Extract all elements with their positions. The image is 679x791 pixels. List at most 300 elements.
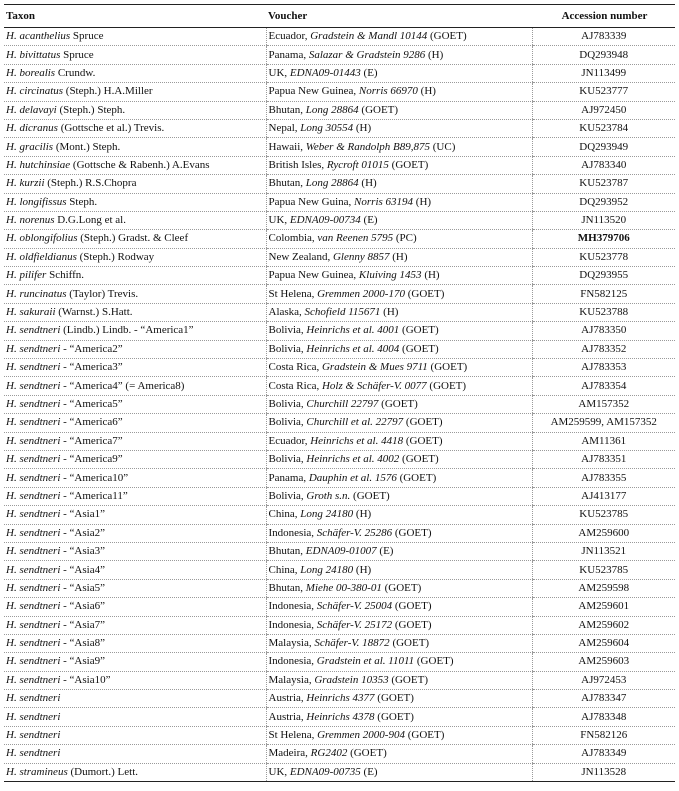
voucher-collector: EDNA09-01007: [305, 545, 377, 558]
taxon-authority: - “America4” (= America8): [60, 379, 185, 392]
table-row: [4, 303, 675, 321]
voucher-cell: [266, 432, 532, 450]
taxon-name: H. sendtneri: [6, 692, 61, 705]
accession-cell: AJ783349: [532, 745, 675, 763]
taxon-authority: - “America10”: [60, 471, 129, 484]
table-row: [4, 322, 675, 340]
voucher-cell: [266, 138, 532, 156]
voucher-collector: Norris 66970: [358, 85, 418, 98]
accession-cell: DQ293948: [532, 46, 675, 64]
voucher-collector: Heinrichs et al. 4001: [306, 324, 400, 337]
voucher-herbarium: (GOET): [347, 747, 387, 760]
voucher-herbarium: (GOET): [404, 287, 445, 300]
voucher-collector: Schofield 115671: [304, 306, 381, 319]
voucher-collector: EDNA09-00735: [289, 765, 361, 778]
accession-cell: AJ972453: [532, 671, 675, 689]
voucher-cell: [266, 248, 532, 266]
voucher-collector: Churchill et al. 22797: [306, 416, 404, 429]
voucher-collector: Miehe 00-380-01: [305, 581, 382, 594]
accession-cell: AJ783355: [532, 469, 675, 487]
voucher-herbarium: (E): [376, 545, 394, 558]
voucher-locality: Bhutan,: [268, 581, 306, 594]
taxon-cell: [4, 395, 266, 413]
voucher-collector: Long 30554: [300, 122, 354, 135]
taxon-authority: - “Asia9”: [60, 655, 105, 668]
voucher-collector: Long 24180: [300, 508, 354, 521]
taxon-name: H. sendtneri: [6, 398, 61, 410]
taxon-cell: [4, 579, 266, 597]
taxon-authority: - “Asia4”: [60, 563, 105, 576]
voucher-cell: [266, 119, 532, 137]
voucher-locality: Bhutan,: [268, 545, 306, 558]
table-row: [4, 138, 675, 156]
taxon-cell: [4, 230, 266, 248]
voucher-cell: [266, 156, 532, 174]
voucher-herbarium: (H): [353, 122, 372, 135]
voucher-herbarium: (H): [389, 250, 408, 263]
taxon-name: H. sendtneri: [6, 747, 61, 760]
header-accession: Accession number: [532, 5, 675, 28]
voucher-locality: Indonesia,: [268, 600, 317, 613]
taxon-cell: [4, 598, 266, 616]
taxon-cell: [4, 726, 266, 744]
voucher-herbarium: (GOET): [403, 434, 443, 447]
voucher-herbarium: (H): [353, 563, 372, 576]
voucher-collector: Heinrichs 4377: [306, 692, 375, 705]
taxon-authority: - “Asia10”: [60, 673, 111, 686]
taxon-name: H. sendtneri: [6, 434, 61, 447]
table-header: [4, 5, 675, 28]
voucher-collector: Heinrichs et al. 4418: [310, 434, 404, 447]
accession-cell: AM259599, AM157352: [532, 414, 675, 432]
taxon-name: H. stramineus: [6, 765, 68, 778]
taxon-name: H. sendtneri: [6, 637, 61, 650]
table-row: [4, 340, 675, 358]
table-row: [4, 708, 675, 726]
taxon-name: H. sendtneri: [6, 729, 61, 742]
taxon-authority: Spruce: [60, 48, 94, 61]
voucher-herbarium: (GOET): [399, 324, 439, 337]
header-row: [4, 5, 675, 28]
voucher-cell: [266, 598, 532, 616]
taxon-authority: - “Asia6”: [60, 600, 105, 613]
table-row: [4, 432, 675, 450]
taxon-name: H. sendtneri: [6, 489, 61, 502]
table-row: [4, 616, 675, 634]
voucher-collector: Schäfer-V. 25286: [316, 526, 393, 539]
accession-cell: FN582126: [532, 726, 675, 744]
voucher-collector: Gradstein & Mues 9711: [321, 361, 428, 374]
accession-cell: KU523784: [532, 119, 675, 137]
voucher-herbarium: (GOET): [427, 361, 468, 374]
taxon-name: H. dicranus: [6, 122, 58, 135]
table-row: [4, 487, 675, 505]
taxon-authority: (Steph.) H.A.Miller: [63, 85, 153, 98]
table-row: [4, 175, 675, 193]
accession-cell: AJ783340: [532, 156, 675, 174]
voucher-herbarium: (H): [417, 85, 436, 98]
voucher-cell: [266, 634, 532, 652]
accession-cell: AJ972450: [532, 101, 675, 119]
taxon-name: H. acanthelius: [6, 30, 71, 43]
taxon-name: H. longifissus: [6, 195, 67, 208]
voucher-cell: [266, 193, 532, 211]
taxon-cell: [4, 83, 266, 101]
accession-cell: FN582125: [532, 285, 675, 303]
taxon-cell: [4, 634, 266, 652]
voucher-collector: Gremmen 2000-904: [317, 729, 405, 742]
table-row: [4, 598, 675, 616]
voucher-locality: China,: [268, 508, 301, 521]
voucher-locality: UK,: [268, 214, 290, 227]
voucher-herbarium: (GOET): [374, 710, 414, 723]
voucher-herbarium: (E): [360, 765, 378, 778]
voucher-cell: [266, 303, 532, 321]
taxon-cell: [4, 450, 266, 468]
voucher-herbarium: (E): [360, 214, 378, 227]
voucher-locality: Nepal,: [268, 122, 301, 135]
taxon-authority: D.G.Long et al.: [54, 214, 126, 227]
voucher-locality: St Helena,: [268, 729, 318, 742]
voucher-cell: [266, 175, 532, 193]
taxon-name: H. sendtneri: [6, 563, 61, 576]
voucher-collector: Groth s.n.: [306, 489, 351, 502]
table-row: [4, 542, 675, 560]
taxon-authority: Crundw.: [55, 66, 96, 79]
voucher-herbarium: (GOET): [381, 581, 422, 594]
voucher-locality: Bhutan,: [268, 103, 306, 116]
voucher-cell: [266, 285, 532, 303]
voucher-locality: Bhutan,: [268, 177, 306, 190]
table-row: [4, 46, 675, 64]
voucher-cell: [266, 506, 532, 524]
voucher-locality: Indonesia,: [268, 618, 317, 631]
voucher-cell: [266, 653, 532, 671]
table-row: [4, 83, 675, 101]
accession-cell: KU523787: [532, 175, 675, 193]
voucher-herbarium: (PC): [393, 232, 417, 245]
voucher-cell: [266, 524, 532, 542]
voucher-collector: Heinrichs et al. 4002: [306, 453, 400, 466]
voucher-cell: [266, 64, 532, 82]
accession-cell: AJ783350: [532, 322, 675, 340]
voucher-collector: Weber & Randolph B89,875: [305, 140, 431, 153]
voucher-collector: Kluiving 1453: [358, 269, 422, 282]
voucher-collector: Schäfer-V. 18872: [314, 637, 390, 650]
taxon-authority: (Taylor) Trevis.: [66, 287, 139, 300]
taxon-name: H. gracilis: [6, 140, 54, 153]
voucher-herbarium: (GOET): [350, 489, 390, 502]
voucher-herbarium: (GOET): [399, 342, 439, 355]
voucher-cell: [266, 763, 532, 781]
voucher-collector: Heinrichs 4378: [306, 710, 375, 723]
voucher-herbarium: (H): [421, 269, 440, 282]
table-row: [4, 156, 675, 174]
accession-cell: JN113528: [532, 763, 675, 781]
table-row: [4, 64, 675, 82]
table-row: [4, 763, 675, 781]
voucher-herbarium: (GOET): [414, 655, 454, 668]
taxon-authority: - “America5”: [60, 398, 123, 410]
voucher-collector: van Reenen 5795: [317, 232, 394, 245]
voucher-herbarium: (GOET): [374, 692, 414, 705]
table-row: [4, 377, 675, 395]
taxon-cell: [4, 377, 266, 395]
table-row: [4, 211, 675, 229]
taxon-cell: [4, 469, 266, 487]
accession-cell: KU523788: [532, 303, 675, 321]
taxon-name: H. pilifer: [6, 269, 47, 282]
voucher-locality: Ecuador,: [268, 434, 311, 447]
taxon-name: H. sendtneri: [6, 379, 61, 392]
table-row: [4, 230, 675, 248]
voucher-collector: Gremmen 2000-170: [317, 287, 405, 300]
voucher-locality: Bolivia,: [268, 416, 307, 429]
voucher-locality: Hawaii,: [268, 140, 306, 153]
accession-cell: DQ293952: [532, 193, 675, 211]
voucher-cell: [266, 726, 532, 744]
table-row: [4, 359, 675, 377]
voucher-locality: Indonesia,: [268, 655, 317, 668]
voucher-locality: UK,: [268, 765, 290, 778]
voucher-locality: St Helena,: [268, 287, 318, 300]
accession-cell: AM157352: [532, 395, 675, 413]
voucher-locality: Bolivia,: [268, 342, 307, 355]
accession-cell: AJ783354: [532, 377, 675, 395]
voucher-collector: Gradstein 10353: [314, 673, 389, 686]
voucher-cell: [266, 28, 532, 46]
taxon-name: H. sendtneri: [6, 324, 61, 337]
voucher-locality: Bolivia,: [268, 453, 307, 466]
accession-cell: AM259604: [532, 634, 675, 652]
taxon-cell: [4, 285, 266, 303]
voucher-herbarium: (GOET): [358, 103, 399, 116]
taxon-cell: [4, 671, 266, 689]
table-row: [4, 414, 675, 432]
taxon-name: H. circinatus: [6, 85, 64, 98]
taxon-name: H. sendtneri: [6, 416, 61, 429]
taxon-cell: [4, 156, 266, 174]
accession-cell: AM259598: [532, 579, 675, 597]
voucher-cell: [266, 267, 532, 285]
voucher-herbarium: (GOET): [392, 526, 432, 539]
taxon-authority: - “Asia5”: [60, 581, 105, 594]
accession-cell: DQ293949: [532, 138, 675, 156]
taxon-authority: (Steph.) Steph.: [56, 103, 126, 116]
taxon-cell: [4, 340, 266, 358]
accession-cell: AM259601: [532, 598, 675, 616]
voucher-cell: [266, 579, 532, 597]
voucher-cell: [266, 322, 532, 340]
taxon-authority: - “America7”: [60, 434, 123, 447]
table-row: [4, 285, 675, 303]
taxon-cell: [4, 267, 266, 285]
taxon-name: H. borealis: [6, 66, 56, 79]
taxon-name: H. kurzii: [6, 177, 45, 190]
voucher-herbarium: (H): [413, 195, 432, 208]
accession-cell: MH379706: [532, 230, 675, 248]
voucher-herbarium: (H): [353, 508, 372, 521]
taxon-name: H. sakuraii: [6, 306, 56, 319]
voucher-collector: Churchill 22797: [306, 398, 379, 410]
taxon-name: H. sendtneri: [6, 526, 61, 539]
taxon-cell: [4, 28, 266, 46]
voucher-cell: [266, 230, 532, 248]
voucher-locality: Bolivia,: [268, 489, 307, 502]
voucher-herbarium: (H): [358, 177, 377, 190]
voucher-herbarium: (GOET): [403, 416, 443, 429]
voucher-collector: Schäfer-V. 25004: [316, 600, 393, 613]
table-row: [4, 745, 675, 763]
taxon-cell: [4, 653, 266, 671]
table-row: [4, 193, 675, 211]
taxon-cell: [4, 561, 266, 579]
voucher-herbarium: (GOET): [392, 618, 432, 631]
taxon-authority: - “Asia7”: [60, 618, 105, 631]
voucher-herbarium: (GOET): [427, 30, 467, 43]
taxon-cell: [4, 64, 266, 82]
taxon-authority: - “Asia3”: [60, 545, 105, 558]
voucher-locality: Ecuador,: [268, 30, 311, 43]
voucher-herbarium: (GOET): [399, 453, 439, 466]
voucher-cell: [266, 469, 532, 487]
voucher-collector: Salazar & Gradstein 9286: [308, 48, 426, 61]
voucher-cell: [266, 377, 532, 395]
voucher-locality: Malaysia,: [268, 673, 315, 686]
taxon-cell: [4, 46, 266, 64]
accession-cell: JN113499: [532, 64, 675, 82]
taxon-authority: Spruce: [70, 30, 104, 43]
taxon-name: H. sendtneri: [6, 618, 61, 631]
voucher-herbarium: (E): [360, 66, 378, 79]
taxon-name: H. sendtneri: [6, 581, 61, 594]
accession-cell: DQ293955: [532, 267, 675, 285]
taxon-name: H. oblongifolius: [6, 232, 78, 245]
voucher-locality: Indonesia,: [268, 526, 317, 539]
voucher-cell: [266, 359, 532, 377]
voucher-cell: [266, 616, 532, 634]
accession-cell: AM259602: [532, 616, 675, 634]
table-row: [4, 653, 675, 671]
taxon-name: H. delavayi: [6, 103, 57, 116]
voucher-collector: Gradstein & Mandl 10144: [310, 30, 428, 43]
voucher-cell: [266, 450, 532, 468]
table-row: [4, 469, 675, 487]
table-row: [4, 101, 675, 119]
taxon-name: H. sendtneri: [6, 710, 61, 723]
taxon-authority: - “America2”: [60, 342, 123, 355]
taxon-authority: (Mont.) Steph.: [53, 140, 121, 153]
taxon-cell: [4, 101, 266, 119]
taxon-authority: (Steph.) Rodway: [76, 250, 155, 263]
voucher-cell: [266, 340, 532, 358]
voucher-herbarium: (GOET): [388, 158, 429, 171]
taxon-name: H. oldfieldianus: [6, 250, 77, 263]
taxon-authority: (Gottsche et al.) Trevis.: [57, 122, 165, 135]
table-body: [4, 28, 675, 782]
voucher-locality: Costa Rica,: [268, 361, 322, 374]
table-row: [4, 671, 675, 689]
accession-cell: KU523778: [532, 248, 675, 266]
voucher-herbarium: (GOET): [426, 379, 467, 392]
taxon-name: H. sendtneri: [6, 453, 61, 466]
voucher-herbarium: (GOET): [378, 398, 418, 410]
taxon-name: H. sendtneri: [6, 361, 61, 374]
voucher-cell: [266, 487, 532, 505]
taxon-name: H. sendtneri: [6, 508, 61, 521]
voucher-herbarium: (GOET): [389, 637, 430, 650]
voucher-collector: RG2402: [310, 747, 348, 760]
accession-cell: AM259603: [532, 653, 675, 671]
table-row: [4, 524, 675, 542]
taxon-cell: [4, 524, 266, 542]
voucher-cell: [266, 83, 532, 101]
taxon-authority: (Warnst.) S.Hatt.: [55, 306, 133, 319]
taxon-cell: [4, 432, 266, 450]
table-row: [4, 395, 675, 413]
taxon-name: H. hutchinsiae: [6, 158, 71, 171]
voucher-collector: Gradstein et al. 11011: [316, 655, 415, 668]
specimen-table: [4, 4, 675, 782]
voucher-herbarium: (GOET): [388, 673, 428, 686]
accession-cell: AM11361: [532, 432, 675, 450]
voucher-cell: [266, 46, 532, 64]
taxon-name: H. bivittatus: [6, 48, 61, 61]
accession-cell: KU523777: [532, 83, 675, 101]
voucher-locality: Malaysia,: [268, 637, 315, 650]
voucher-locality: Alaska,: [268, 306, 305, 319]
taxon-cell: [4, 542, 266, 560]
accession-cell: AJ783352: [532, 340, 675, 358]
voucher-herbarium: (UC): [430, 140, 456, 153]
voucher-cell: [266, 561, 532, 579]
taxon-name: H. sendtneri: [6, 342, 61, 355]
voucher-cell: [266, 211, 532, 229]
voucher-cell: [266, 708, 532, 726]
taxon-name: H. norenus: [6, 214, 55, 227]
voucher-herbarium: (GOET): [392, 600, 432, 613]
taxon-cell: [4, 138, 266, 156]
taxon-authority: Steph.: [66, 195, 98, 208]
accession-cell: AJ783351: [532, 450, 675, 468]
voucher-cell: [266, 690, 532, 708]
taxon-cell: [4, 506, 266, 524]
header-voucher: Voucher: [266, 5, 532, 28]
accession-cell: AM259600: [532, 524, 675, 542]
voucher-locality: China,: [268, 563, 301, 576]
taxon-cell: [4, 248, 266, 266]
voucher-cell: [266, 395, 532, 413]
voucher-collector: Holz & Schäfer-V. 0077: [321, 379, 427, 392]
accession-cell: KU523785: [532, 506, 675, 524]
voucher-collector: Rycroft 01015: [326, 158, 389, 171]
accession-cell: JN113520: [532, 211, 675, 229]
taxon-cell: [4, 119, 266, 137]
accession-cell: KU523785: [532, 561, 675, 579]
taxon-cell: [4, 708, 266, 726]
taxon-authority: (Steph.) R.S.Chopra: [44, 177, 137, 190]
voucher-locality: Bolivia,: [268, 324, 307, 337]
voucher-herbarium: (H): [380, 306, 399, 319]
accession-cell: AJ783339: [532, 28, 675, 46]
table-row: [4, 561, 675, 579]
voucher-locality: UK,: [268, 66, 290, 79]
voucher-locality: Austria,: [268, 692, 307, 705]
taxon-name: H. sendtneri: [6, 673, 61, 686]
taxon-authority: (Steph.) Gradst. & Cleef: [77, 232, 189, 245]
taxon-cell: [4, 414, 266, 432]
taxon-cell: [4, 322, 266, 340]
